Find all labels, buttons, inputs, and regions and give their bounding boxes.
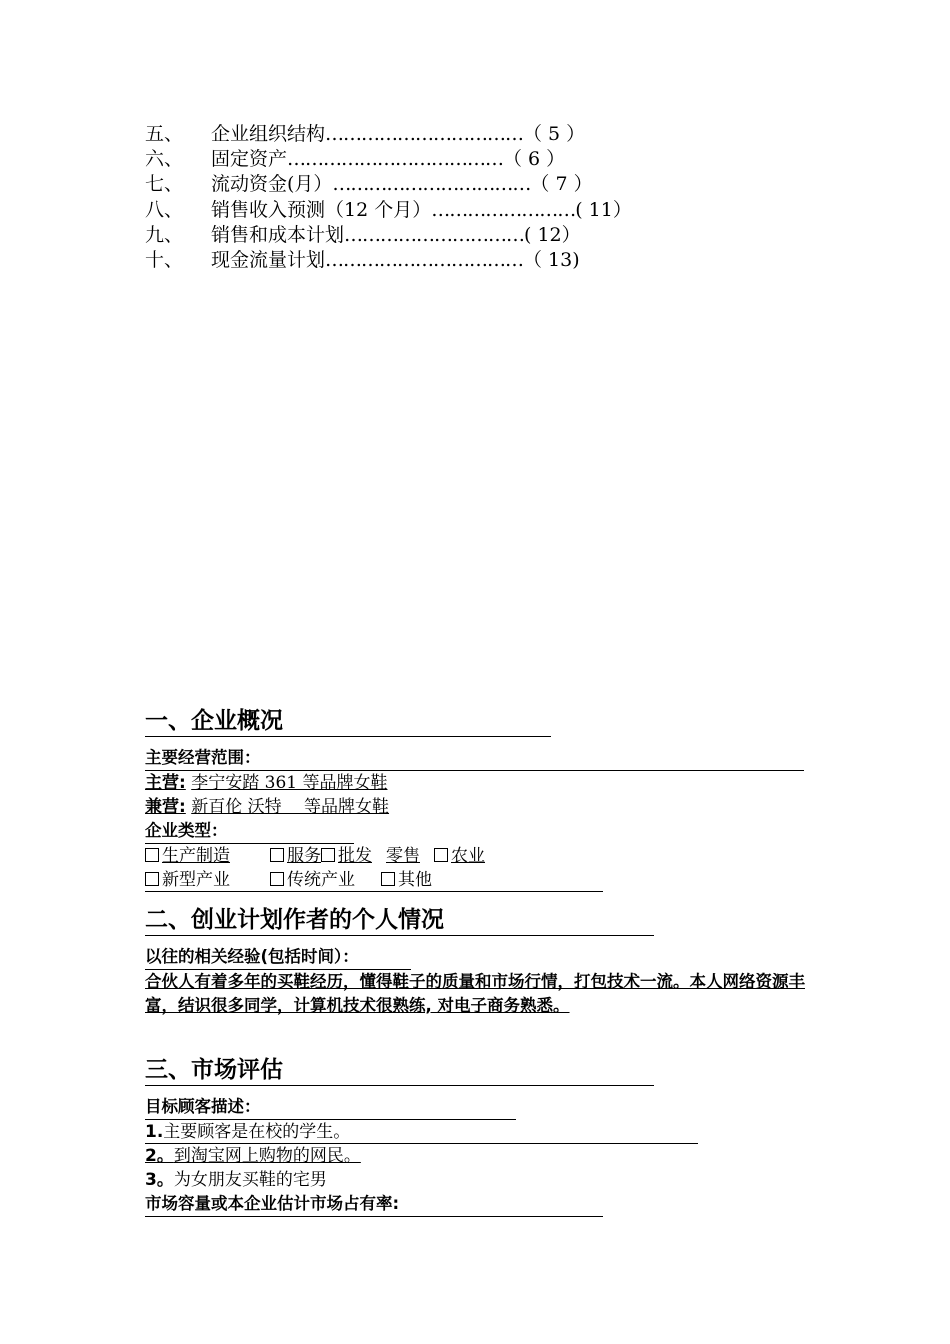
customer-item — [145, 1144, 698, 1168]
checkbox[interactable] — [434, 848, 448, 862]
table-of-contents — [145, 122, 632, 273]
checkbox[interactable] — [145, 872, 159, 886]
customer-item-text: 主要顾客是在校的学生。 — [163, 1122, 351, 1142]
experience-text: 合伙人有着多年的买鞋经历，懂得鞋子的质量和市场行情，打包技术一流。本人网络资源丰富，结识很多同学，计算机技术很熟练, 对电子商务熟悉。 — [145, 972, 805, 1015]
main-business-value: 李宁安踏 361 等品牌女鞋 — [191, 773, 388, 793]
option-label: 批发 — [338, 846, 372, 866]
section-company-overview — [145, 706, 804, 892]
option-label: 零售 — [386, 846, 420, 866]
toc-leader: …………………………… — [325, 248, 524, 271]
section-heading: 二、创业计划作者的个人情况 — [145, 905, 654, 936]
customer-item-text: 为女朋友买鞋的宅男 — [173, 1170, 327, 1190]
toc-number: 六、 — [145, 148, 184, 171]
toc-entry — [145, 172, 632, 197]
toc-entry — [145, 248, 632, 273]
option-label: 生产制造 — [162, 846, 230, 866]
toc-number: 七、 — [145, 173, 184, 196]
main-business-label: 主营: — [145, 773, 186, 793]
toc-leader: …………………………… — [332, 173, 531, 196]
toc-leader: ………………………… — [344, 223, 525, 246]
toc-title: 流动资金(月） — [211, 173, 333, 196]
toc-page: （ 13) — [523, 248, 580, 271]
business-scope-label: 主要经营范围： — [145, 746, 804, 771]
section-heading: 三、市场评估 — [145, 1055, 654, 1086]
option-label: 新型产业 — [162, 870, 230, 890]
market-share-label: 市场容量或本企业估计市场占有率: — [145, 1192, 603, 1217]
toc-page: （ 6 ） — [503, 148, 566, 171]
section-heading: 一、企业概况 — [145, 706, 551, 737]
section-author-info — [145, 905, 807, 1018]
toc-number: 九、 — [145, 223, 184, 246]
side-business-label: 兼营: — [145, 797, 186, 817]
toc-page: （ 5 ） — [523, 123, 586, 145]
checkbox[interactable] — [381, 872, 395, 886]
option-label: 其他 — [398, 870, 432, 890]
toc-number: 十、 — [145, 248, 184, 271]
customer-item-number: 3。 — [145, 1170, 174, 1190]
company-type-row-2 — [145, 868, 603, 892]
section-market-assessment — [145, 1055, 698, 1217]
toc-title: 企业组织结构 — [211, 123, 326, 145]
customer-item — [145, 1168, 698, 1192]
toc-entry — [145, 147, 632, 172]
customer-item — [145, 1120, 698, 1144]
experience-label: 以往的相关经验(包括时间）： — [145, 945, 411, 970]
option-label: 服务 — [287, 846, 321, 866]
toc-title: 销售收入预测（12 个月） — [211, 198, 432, 221]
main-business-line — [145, 771, 804, 795]
toc-entry — [145, 198, 632, 223]
company-type-label: 企业类型： — [145, 819, 354, 844]
toc-leader: ……………………………… — [287, 148, 504, 171]
side-business-line — [145, 795, 804, 819]
toc-number: 八、 — [145, 198, 184, 221]
toc-entry — [145, 223, 632, 248]
toc-leader: …………………………… — [325, 123, 524, 145]
checkbox[interactable] — [270, 848, 284, 862]
toc-title: 销售和成本计划 — [211, 223, 345, 246]
toc-page: ( 11） — [575, 198, 632, 221]
option-label: 传统产业 — [287, 870, 355, 890]
side-business-value: 新百伦 沃特 等品牌女鞋 — [191, 797, 390, 817]
toc-title: 固定资产 — [211, 148, 288, 171]
customer-item-number: 1. — [145, 1122, 164, 1142]
company-type-row-1 — [145, 844, 804, 868]
toc-entry — [145, 122, 632, 147]
customer-item-number: 2。 — [145, 1146, 174, 1166]
toc-number: 五、 — [145, 123, 184, 145]
toc-page: ( 12） — [524, 223, 581, 246]
customer-item-text: 到淘宝网上购物的网民。 — [173, 1146, 361, 1166]
toc-title: 现金流量计划 — [211, 248, 326, 271]
toc-leader: …………………… — [431, 198, 576, 221]
toc-page: （ 7 ） — [530, 173, 593, 196]
target-customer-label: 目标顾客描述： — [145, 1095, 516, 1120]
checkbox[interactable] — [270, 872, 284, 886]
checkbox[interactable] — [145, 848, 159, 862]
option-label: 农业 — [451, 846, 485, 866]
checkbox[interactable] — [321, 848, 335, 862]
